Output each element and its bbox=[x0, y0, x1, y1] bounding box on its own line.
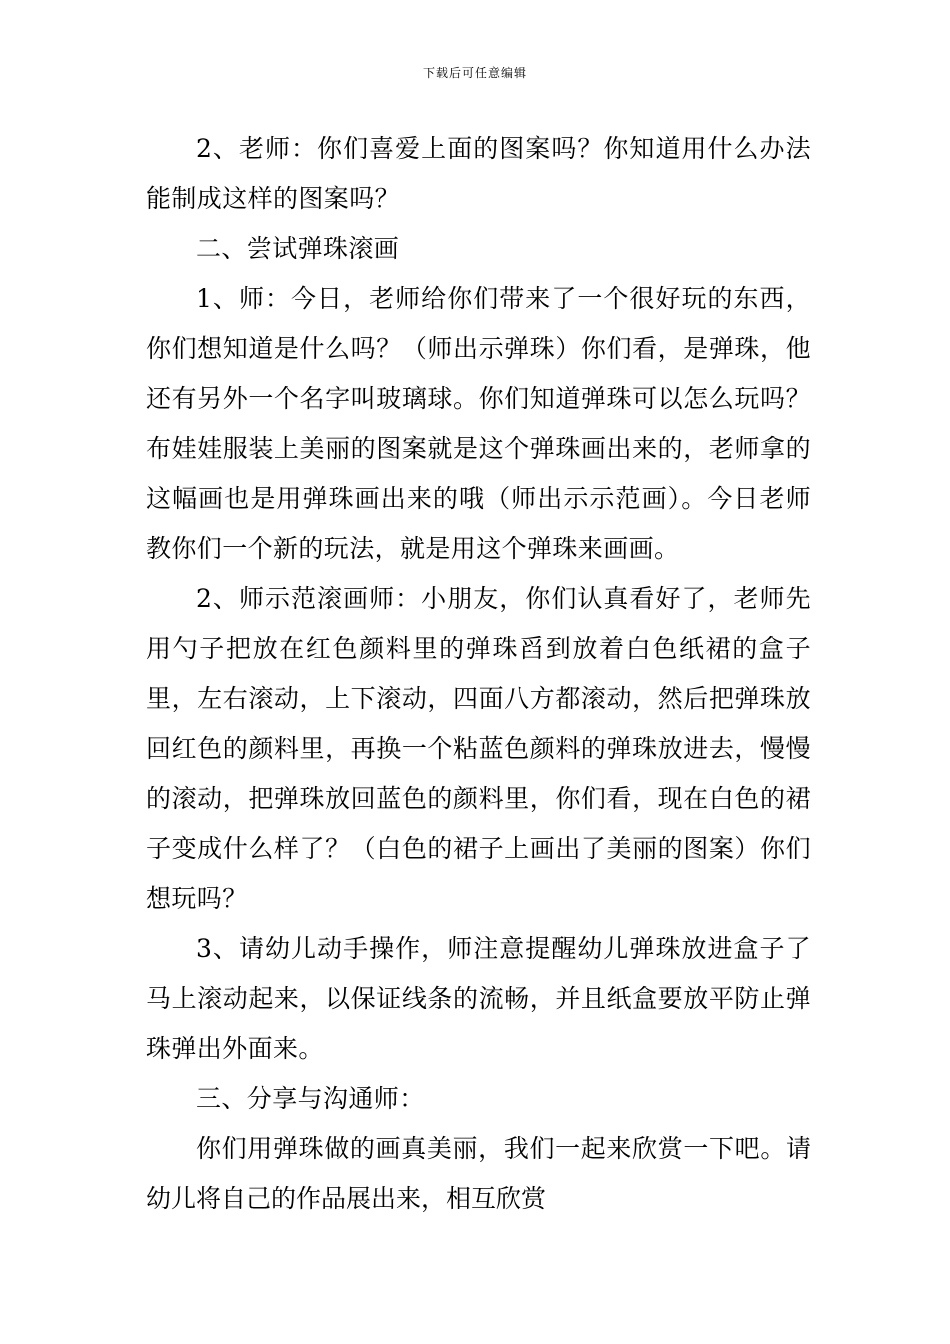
document-body bbox=[146, 124, 811, 1224]
paragraph-child-operation: 3、请幼儿动手操作，师注意提醒幼儿弹珠放进盒子了马上滚动起来，以保证线条的流畅，并且纸盒要放平防止弹珠弹出外面来。 bbox=[146, 934, 811, 1063]
paragraph-introduce-marbles: 1、师：今日，老师给你们带来了一个很好玩的东西，你们想知道是什么吗？（师出示弹珠）你们看，是弹珠，他还有另外一个名字叫玻璃球。你们知道弹珠可以怎么玩吗？布娃娃服装上美丽的图案就是这个弹珠画出来的，老师拿的这幅画也是用弹珠画出来的哦（师出示示范画）。今日老师教你们一个新的玩法，就是用这个弹珠来画画。 bbox=[146, 284, 811, 563]
paragraph-appreciation: 你们用弹珠做的画真美丽，我们一起来欣赏一下吧。请幼儿将自己的作品展出来，相互欣赏 bbox=[146, 1134, 811, 1213]
paragraph-teacher-question: 2、老师：你们喜爱上面的图案吗？你知道用什么办法能制成这样的图案吗？ bbox=[146, 134, 811, 213]
section-heading-marble-rolling: 二、尝试弹珠滚画 bbox=[196, 234, 400, 263]
section-heading-share: 三、分享与沟通师： bbox=[196, 1084, 425, 1113]
header-note: 下载后可任意编辑 bbox=[422, 66, 527, 80]
paragraph-demonstration: 2、师示范滚画师：小朋友，你们认真看好了，老师先用勺子把放在红色颜料里的弹珠舀到放着白色纸裙的盒子里，左右滚动，上下滚动，四面八方都滚动，然后把弹珠放回红色的颜料里，再换一个粘蓝色颜料的弹珠放进去，慢慢的滚动，把弹珠放回蓝色的颜料里，你们看，现在白色的裙子变成什么样了？（白色的裙子上画出了美丽的图案）你们想玩吗？ bbox=[146, 584, 811, 913]
